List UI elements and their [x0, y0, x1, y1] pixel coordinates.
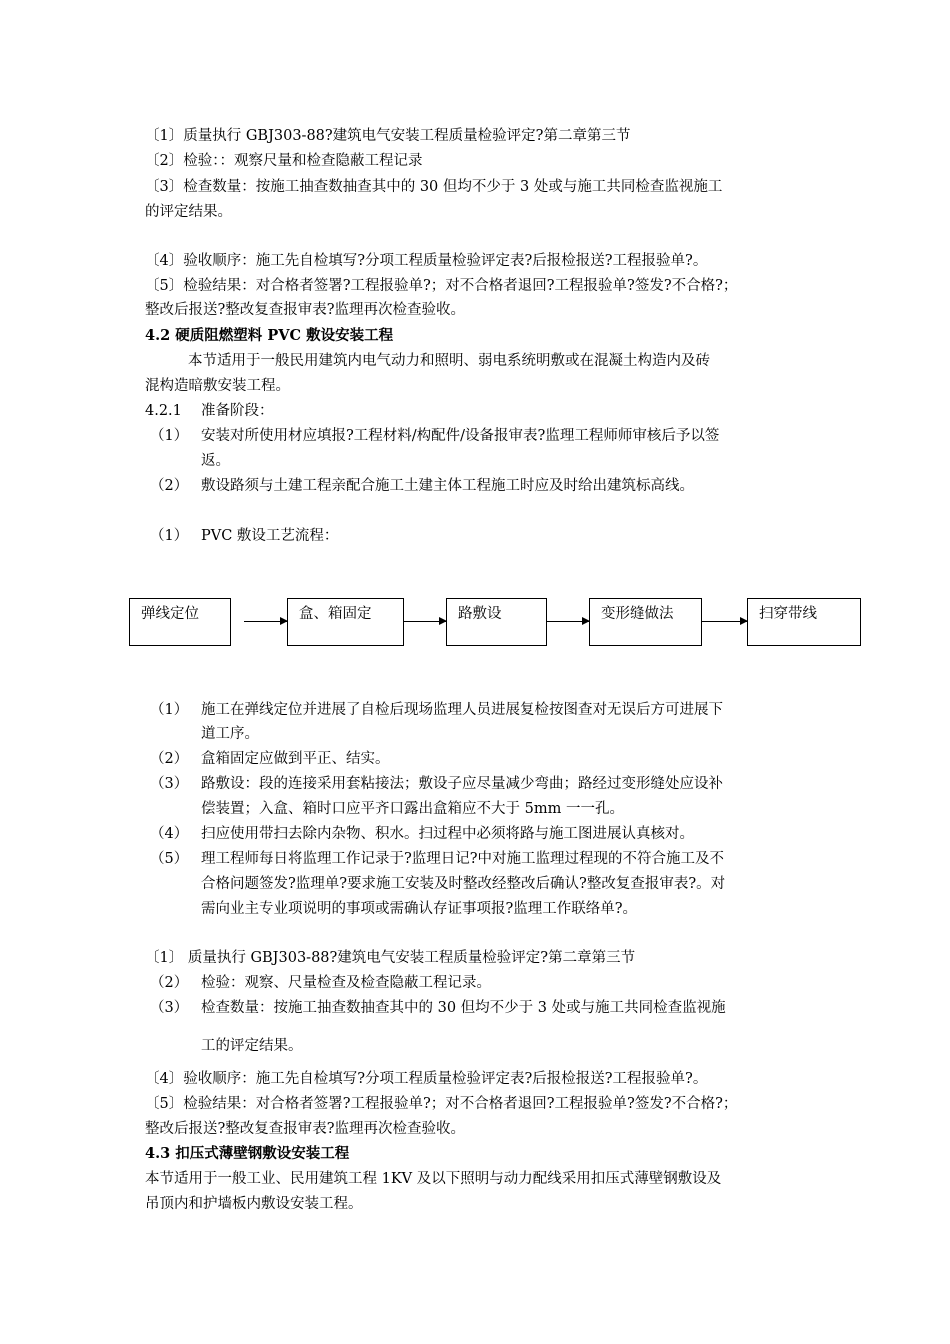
- check2-line-5a: 〔5〕检验结果：对合格者签署?工程报验单?；对不合格者退回?工程报验单?签发?不合格?；: [145, 1096, 738, 1112]
- check2-line-3b: 工的评定结果。: [201, 1038, 303, 1054]
- step-text-5b: 合格问题签发?监理单?要求施工安装及时整改经整改后确认?整改复查报审表?。对: [201, 876, 726, 892]
- flow-arrow-2: [404, 621, 446, 622]
- flow-arrow-4: [702, 621, 747, 622]
- step-text-1a: 施工在弹线定位并进展了自检后现场监理人员进展复检按图查对无误后方可进展下: [201, 702, 723, 718]
- section-intro-line-a: 本节适用于一般民用建筑内电气动力和照明、弱电系统明敷或在混凝土构造内及砖: [188, 353, 710, 369]
- flow-step-1: 弹线定位: [129, 598, 231, 646]
- flow-number: （1）: [150, 528, 189, 544]
- check2-line-4: 〔4〕验收顺序：施工先自检填写?分项工程质量检验评定表?后报检报送?工程报验单?。: [145, 1071, 708, 1087]
- section43-intro-line-a: 本节适用于一般工业、民用建筑工程 1KV 及以下照明与动力配线采用扣压式薄壁钢敷设及: [145, 1171, 722, 1187]
- prep-text-1b: 返。: [201, 453, 230, 469]
- section-heading-4-3: 4.3 扣压式薄壁钢敷设安装工程: [145, 1145, 350, 1162]
- flow-step-2: 盒、箱固定: [287, 598, 404, 646]
- check2-line-5b: 整改后报送?整改复查报审表?监理再次检查验收。: [145, 1121, 466, 1137]
- step-number-5: （5）: [150, 851, 189, 867]
- subsection-title: 准备阶段：: [201, 403, 274, 419]
- step-text-4a: 扫应使用带扫去除内杂物、积水。扫过程中必须将路与施工图进展认真核对。: [201, 826, 694, 842]
- check2-number-2: （2）: [150, 975, 189, 991]
- prep-text-1a: 安装对所使用材应填报?工程材料/构配件/设备报审表?监理工程师师审核后予以签: [201, 428, 720, 444]
- flow-arrow-1: [244, 621, 287, 622]
- check-line-3b: 的评定结果。: [145, 204, 232, 220]
- check-line-3a: 〔3〕检查数量：按施工抽查数抽查其中的 30 但均不少于 3 处或与施工共同检查监视施工: [145, 179, 723, 195]
- check-line-2: 〔2〕检验：：观察尺量和检查隐蔽工程记录: [145, 153, 423, 169]
- section-heading-4-2: 4.2 硬质阻燃塑料 PVC 敷设安装工程: [145, 327, 394, 344]
- step-number-2: （2）: [150, 751, 189, 767]
- step-text-2a: 盒箱固定应做到平正、结实。: [201, 751, 390, 767]
- flow-step-3: 路敷设: [446, 598, 547, 646]
- section-intro-line-b: 混构造暗敷安装工程。: [145, 378, 290, 394]
- subsection-number: 4.2.1: [145, 403, 182, 419]
- step-text-5c: 需向业主专业项说明的事项或需确认存证事项报?监理工作联络单?。: [201, 901, 638, 917]
- check-line-4: 〔4〕验收顺序：施工先自检填写?分项工程质量检验评定表?后报检报送?工程报验单?。: [145, 253, 708, 269]
- prep-text-2a: 敷设路须与土建工程亲配合施工土建主体工程施工时应及时给出建筑标高线。: [201, 478, 694, 494]
- flow-arrow-3: [547, 621, 589, 622]
- step-text-5a: 理工程师每日将监理工作记录于?监理日记?中对施工监理过程现的不符合施工及不: [201, 851, 725, 867]
- step-text-3b: 偿装置；入盒、箱时口应平齐口露出盒箱应不大于 5mm 一一孔。: [201, 801, 624, 817]
- step-number-1: （1）: [150, 702, 189, 718]
- prep-number-2: （2）: [150, 478, 189, 494]
- step-number-3: （3）: [150, 776, 189, 792]
- check2-line-3a: 检查数量：按施工抽查数抽查其中的 30 但均不少于 3 处或与施工共同检查监视施: [201, 1000, 726, 1016]
- flow-step-4: 变形缝做法: [589, 598, 702, 646]
- check2-number-3: （3）: [150, 1000, 189, 1016]
- flow-step-5: 扫穿带线: [747, 598, 861, 646]
- check2-line-2: 检验：观察、尺量检查及检查隐蔽工程记录。: [201, 975, 491, 991]
- check2-line-1: 〔1〕 质量执行 GBJ303-88?建筑电气安装工程质量检验评定?第二章第三节: [145, 950, 636, 966]
- prep-number-1: （1）: [150, 428, 189, 444]
- check-line-5b: 整改后报送?整改复查报审表?监理再次检查验收。: [145, 302, 466, 318]
- check-line-5a: 〔5〕检验结果：对合格者签署?工程报验单?；对不合格者退回?工程报验单?签发?不合格?；: [145, 278, 738, 294]
- step-number-4: （4）: [150, 826, 189, 842]
- step-text-1b: 道工序。: [201, 726, 259, 742]
- check-line-1: 〔1〕质量执行 GBJ303-88?建筑电气安装工程质量检验评定?第二章第三节: [145, 128, 631, 144]
- step-text-3a: 路敷设：段的连接采用套粘接法；敷设子应尽量减少弯曲；路经过变形缝处应设补: [201, 776, 723, 792]
- section43-intro-line-b: 吊顶内和护墙板内敷设安装工程。: [145, 1196, 363, 1212]
- flow-title: PVC 敷设工艺流程：: [201, 528, 339, 544]
